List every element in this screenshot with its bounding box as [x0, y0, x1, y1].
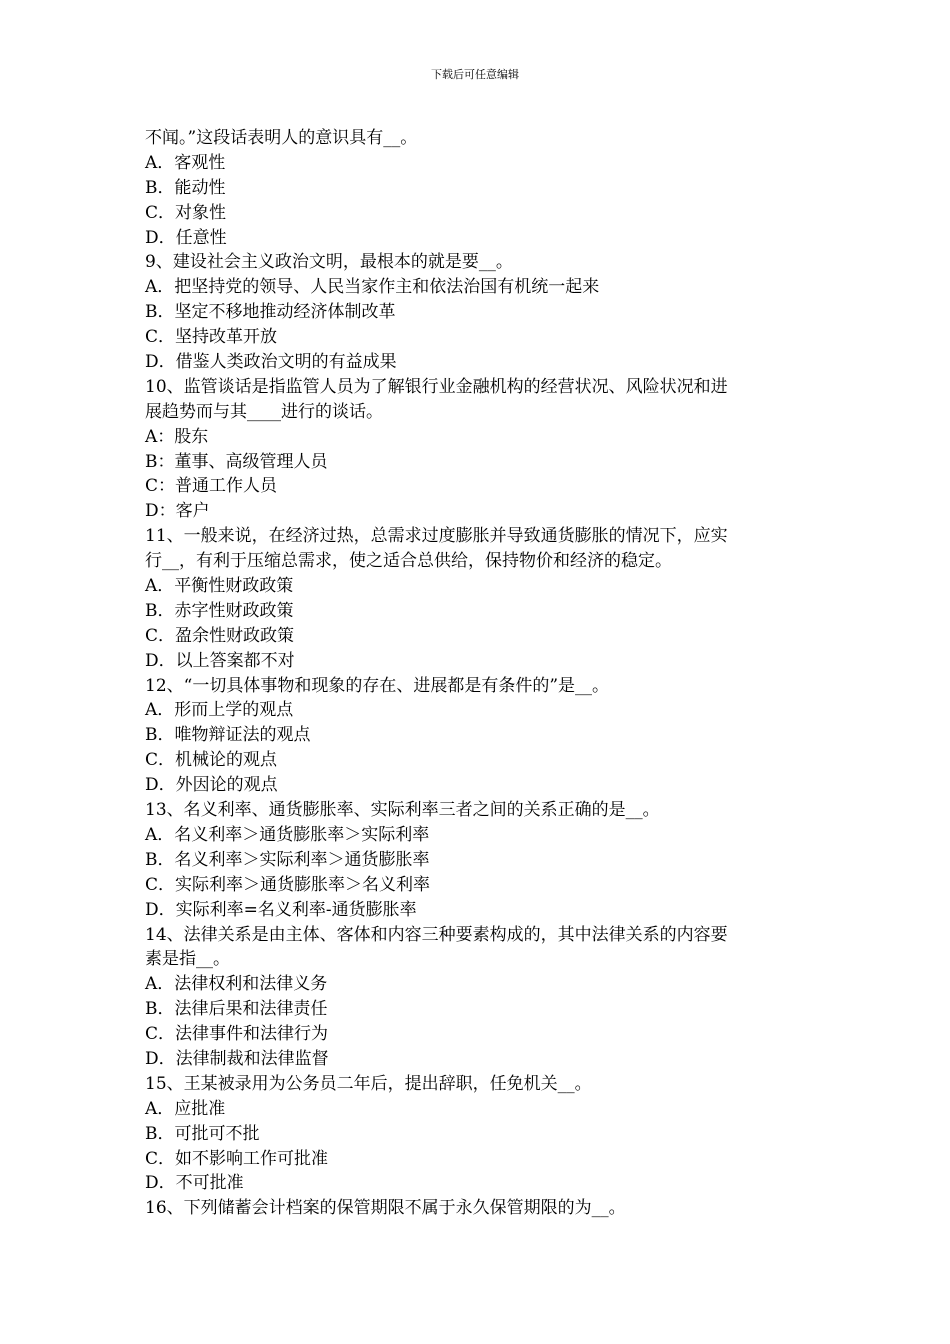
question-line: 12、“一切具体事物和现象的存在、进展都是有条件的”是__。 — [145, 675, 610, 696]
option-line: B：董事、高级管理人员 — [145, 451, 328, 472]
option-line: A．把坚持党的领导、人民当家作主和依法治国有机统一起来 — [145, 277, 600, 298]
question-line: 展趋势而与其____进行的谈话。 — [145, 401, 383, 422]
document-body — [145, 126, 815, 1221]
question-line: 行__，有利于压缩总需求，使之适合总供给，保持物价和经济的稳定。 — [145, 551, 672, 572]
option-line: C．坚持改革开放 — [145, 327, 278, 348]
question-line: 素是指__。 — [145, 949, 230, 970]
question-line: 13、名义利率、通货膨胀率、实际利率三者之间的关系正确的是__。 — [145, 800, 660, 821]
option-line: C．机械论的观点 — [145, 750, 278, 771]
option-line: B．能动性 — [145, 177, 226, 198]
page-header: 下载后可任意编辑 — [431, 68, 519, 81]
option-line: B．坚定不移地推动经济体制改革 — [145, 302, 396, 323]
option-line: A．客观性 — [145, 152, 226, 173]
option-line: A：股东 — [145, 426, 209, 447]
question-line: 10、监管谈话是指监管人员为了解银行业金融机构的经营状况、风险状况和进 — [145, 376, 728, 397]
option-line: A．应批准 — [145, 1098, 226, 1119]
option-line: D：客户 — [145, 501, 210, 522]
option-line: B．可批可不批 — [145, 1123, 260, 1144]
option-line: C．如不影响工作可批准 — [145, 1148, 329, 1169]
question-line: 11、一般来说，在经济过热，总需求过度膨胀并导致通货膨胀的情况下，应实 — [145, 526, 728, 547]
option-line: C．对象性 — [145, 202, 227, 223]
option-line: A．名义利率＞通货膨胀率＞实际利率 — [145, 824, 430, 845]
option-line: D．实际利率=名义利率-通货膨胀率 — [145, 899, 417, 920]
option-line: D．不可批准 — [145, 1173, 244, 1194]
option-line: B．唯物辩证法的观点 — [145, 725, 311, 746]
option-line: C．盈余性财政政策 — [145, 625, 295, 646]
option-line: A．形而上学的观点 — [145, 700, 294, 721]
option-line: D．任意性 — [145, 227, 227, 248]
question-line: 14、法律关系是由主体、客体和内容三种要素构成的，其中法律关系的内容要 — [145, 924, 728, 945]
question-line: 9、建设社会主义政治文明，最根本的就是要__。 — [145, 252, 513, 273]
option-line: D．借鉴人类政治文明的有益成果 — [145, 352, 397, 373]
option-line: B．赤字性财政政策 — [145, 600, 294, 621]
option-line: D．以上答案都不对 — [145, 650, 295, 671]
option-line: C．法律事件和法律行为 — [145, 1024, 329, 1045]
question-line: 15、王某被录用为公务员二年后，提出辞职，任免机关__。 — [145, 1073, 592, 1094]
option-line: B．名义利率＞实际利率＞通货膨胀率 — [145, 849, 430, 870]
question-line: 16、下列储蓄会计档案的保管期限不属于永久保管期限的为__。 — [145, 1198, 626, 1219]
text-line: 不闻。”这段话表明人的意识具有__。 — [145, 128, 418, 148]
option-line: D．法律制裁和法律监督 — [145, 1048, 329, 1069]
option-line: C：普通工作人员 — [145, 476, 278, 497]
option-line: A．法律权利和法律义务 — [145, 974, 328, 995]
option-line: C．实际利率＞通货膨胀率＞名义利率 — [145, 874, 431, 895]
option-line: A．平衡性财政政策 — [145, 576, 294, 597]
option-line: D．外因论的观点 — [145, 775, 278, 796]
option-line: B．法律后果和法律责任 — [145, 999, 328, 1020]
